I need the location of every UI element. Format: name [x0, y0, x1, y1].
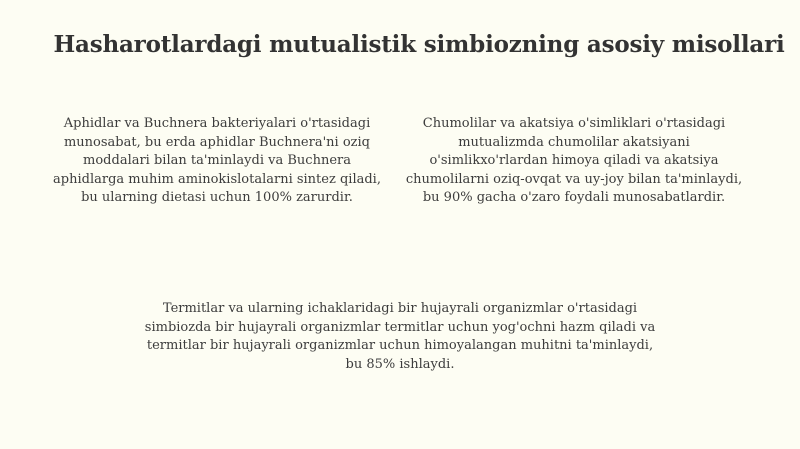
slide-title: Hasharotlardagi mutualistik simbiozning asosiy misollari — [53, 31, 785, 58]
paragraph-aphids-buchnera: Aphidlar va Buchnera bakteriyalari o'rtasidagi munosabat, bu erda aphidlar Buchnera'ni oziq moddalari bilan ta'minlaydi va Buchnera aphidlarga muhim aminokislotalarni sintez qiladi, bu ularning dietasi uchun 100% zarurdir. — [53, 116, 381, 205]
paragraph-ants-acacia: Chumolilar va akatsiya o'simliklari o'rtasidagi mutualizmda chumolilar akatsiyani o'simlikxo'rlardan himoya qiladi va akatsiya chumolilarni oziq-ovqat va uy-joy bilan ta'minlaydi, bu 90% gacha o'zaro foydali munosabatlardir. — [405, 116, 743, 205]
paragraph-termites-protists: Termitlar va ularning ichaklaridagi bir hujayrali organizmlar o'rtasidagi simbiozda bir hujayrali organizmlar termitlar uchun yog'ochni hazm qiladi va termitlar bir hujayrali organizmlar uchun himoyalangan muhitni ta'minlaydi, bu 85% ishlaydi. — [144, 301, 656, 372]
